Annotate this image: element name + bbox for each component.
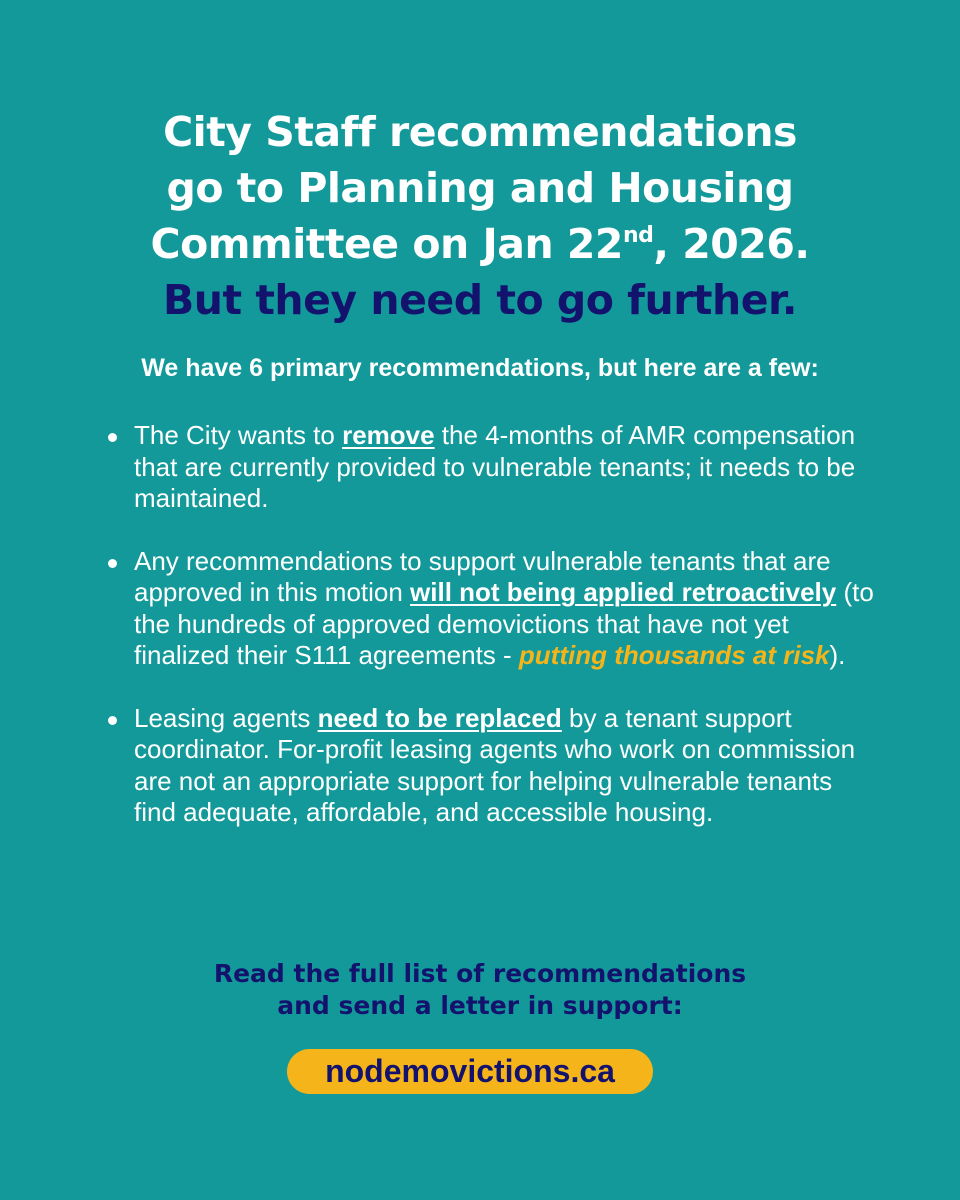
headline-subline: But they need to go further. [163,276,797,324]
intro-text: We have 6 primary recommendations, but here are a few: [141,354,819,382]
website-link[interactable]: nodemovictions.ca [287,1049,653,1094]
headline-line-2: go to Planning and Housing [166,164,794,212]
bullet-text: by a tenant support coordinator. For-profit leasing agents who work on commission are not an appropriate support for helping vulnerable tenants find adequate, affordable, and accessible housing. [134,702,856,827]
bullet-emphasis: will not being applied retroactively [410,577,837,607]
bullet-text: the 4-months of AMR compensation that are currently provided to vulnerable tenants; it needs to be maintained. [134,420,856,513]
list-item [134,703,874,829]
bullet-icon [108,559,117,568]
cta-line-1: Read the full list of recommendations [213,959,747,988]
bullet-text: Any recommendations to support vulnerable tenants that are approved in this motion [134,545,831,607]
call-to-action [0,958,960,1022]
recommendation-list [134,420,874,860]
bullet-text: The City wants to [134,420,343,450]
headline-line-3-text: Committee on Jan 22 [150,220,623,268]
bullet-icon [108,716,117,725]
headline-line-3-year: , 2026. [653,220,810,268]
list-item [134,546,874,672]
bullet-text: (to the hundreds of approved demovictions that have not yet finalized their S111 agreements - [134,577,874,670]
bullet-emphasis: remove [342,420,435,450]
bullet-icon [108,433,117,442]
risk-highlight: putting thousands at risk [518,640,830,670]
headline [0,104,960,328]
cta-line-2: and send a letter in support: [277,991,683,1020]
bullet-emphasis: need to be replaced [317,702,562,733]
list-item [134,420,874,515]
bullet-text: Leasing agents [134,702,318,733]
date-ordinal-suffix: nd [622,223,654,248]
bullet-text: ). [829,640,846,670]
headline-line-3 [0,216,960,272]
headline-line-1: City Staff recommendations [163,108,797,156]
